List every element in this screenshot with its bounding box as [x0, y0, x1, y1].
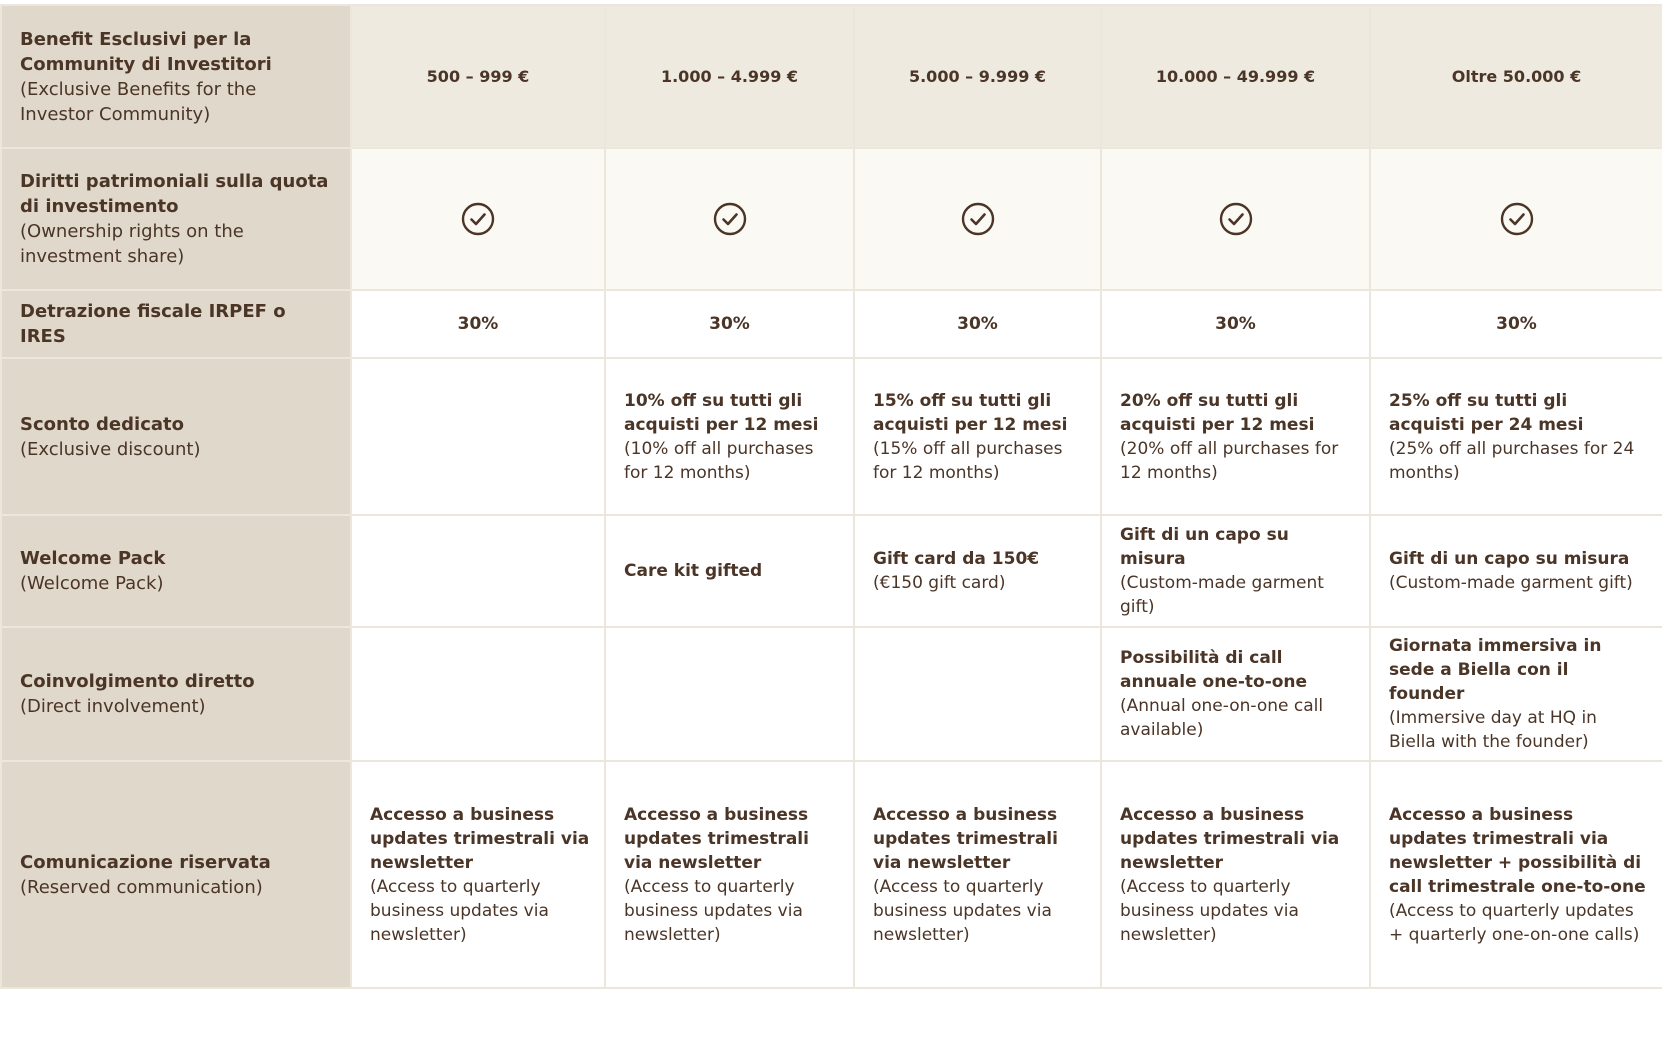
communication-label-en: (Reserved communication) — [20, 876, 263, 898]
header-label-cell — [1, 5, 351, 148]
communication-label-cell — [1, 761, 351, 988]
involvement-cell-5 — [1370, 627, 1662, 761]
involvement-label-it: Coinvolgimento diretto — [20, 671, 255, 692]
welcome-label-cell — [1, 515, 351, 627]
welcome-cell-en: (€150 gift card) — [873, 573, 1006, 593]
check-circle-icon — [461, 202, 495, 236]
header-label-it: Benefit Esclusivi per la Community di Investitori — [20, 28, 272, 75]
welcome-cell-it: Gift card da 150€ — [873, 549, 1040, 569]
communication-cell-en: (Access to quarterly business updates via newsletter) — [370, 876, 549, 945]
involvement-cell-en: (Annual one-on-one call available) — [1120, 696, 1324, 740]
rights-cell-5 — [1370, 148, 1662, 290]
communication-cell-it: Accesso a business updates trimestrali via newsletter — [624, 804, 809, 873]
communication-cell-en: (Access to quarterly business updates via newsletter) — [1120, 876, 1299, 945]
tier-header-1: 500 – 999 € — [351, 5, 605, 148]
involvement-cell-4 — [1101, 627, 1370, 761]
welcome-cell-5 — [1370, 515, 1662, 627]
discount-cell-en: (10% off all purchases for 12 months) — [624, 438, 814, 483]
discount-cell-en: (20% off all purchases for 12 months) — [1120, 438, 1339, 483]
welcome-row — [1, 515, 1662, 627]
communication-row — [1, 761, 1662, 988]
tax-value-3: 30% — [854, 290, 1101, 358]
communication-cell-4 — [1101, 761, 1370, 988]
rights-label-cell — [1, 148, 351, 290]
welcome-cell-it: Gift di un capo su misura — [1389, 549, 1630, 569]
tier-header-2: 1.000 – 4.999 € — [605, 5, 854, 148]
communication-cell-3 — [854, 761, 1101, 988]
header-label-en: (Exclusive Benefits for the Investor Community) — [20, 78, 257, 125]
communication-cell-1 — [351, 761, 605, 988]
discount-label-cell — [1, 358, 351, 515]
discount-cell-it: 10% off su tutti gli acquisti per 12 mesi — [624, 390, 819, 435]
welcome-cell-it: Gift di un capo su misura — [1120, 525, 1289, 569]
involvement-row — [1, 627, 1662, 761]
discount-cell-2 — [605, 358, 854, 515]
communication-cell-it: Accesso a business updates trimestrali via newsletter + possibilità di call trimestrale one-to-one — [1389, 804, 1646, 897]
welcome-label-it: Welcome Pack — [20, 548, 166, 569]
tier-header-4: 10.000 – 49.999 € — [1101, 5, 1370, 148]
involvement-cell-1 — [351, 627, 605, 761]
communication-cell-it: Accesso a business updates trimestrali via newsletter — [1120, 804, 1340, 873]
discount-cell-it: 20% off su tutti gli acquisti per 12 mesi — [1120, 390, 1315, 435]
communication-cell-it: Accesso a business updates trimestrali via newsletter — [873, 804, 1058, 873]
tax-value-1: 30% — [351, 290, 605, 358]
communication-cell-5 — [1370, 761, 1662, 988]
communication-cell-en: (Access to quarterly business updates via newsletter) — [624, 876, 803, 945]
welcome-cell-4 — [1101, 515, 1370, 627]
tax-value-5: 30% — [1370, 290, 1662, 358]
check-circle-icon — [961, 202, 995, 236]
discount-cell-3 — [854, 358, 1101, 515]
involvement-cell-3 — [854, 627, 1101, 761]
check-circle-icon — [1219, 202, 1253, 236]
tier-header-5: Oltre 50.000 € — [1370, 5, 1662, 148]
rights-row — [1, 148, 1662, 290]
discount-cell-5 — [1370, 358, 1662, 515]
involvement-cell-2 — [605, 627, 854, 761]
discount-cell-1 — [351, 358, 605, 515]
welcome-cell-2 — [605, 515, 854, 627]
welcome-cell-it: Care kit gifted — [624, 561, 763, 581]
welcome-cell-3 — [854, 515, 1101, 627]
check-circle-icon — [713, 202, 747, 236]
discount-cell-it: 15% off su tutti gli acquisti per 12 mesi — [873, 390, 1068, 435]
discount-label-it: Sconto dedicato — [20, 413, 184, 435]
communication-cell-en: (Access to quarterly business updates via newsletter) — [873, 876, 1052, 945]
discount-label-en: (Exclusive discount) — [20, 438, 201, 460]
welcome-cell-en: (Custom-made garment gift) — [1389, 573, 1633, 593]
welcome-label-en: (Welcome Pack) — [20, 573, 164, 594]
involvement-cell-it: Possibilità di call annuale one-to-one — [1120, 648, 1308, 692]
involvement-cell-en: (Immersive day at HQ in Biella with the founder) — [1389, 708, 1597, 752]
rights-cell-2 — [605, 148, 854, 290]
communication-cell-it: Accesso a business updates trimestrali via newsletter — [370, 804, 590, 873]
rights-cell-3 — [854, 148, 1101, 290]
tax-label-it: Detrazione fiscale IRPEF o IRES — [20, 301, 286, 347]
involvement-label-en: (Direct involvement) — [20, 696, 206, 717]
welcome-cell-1 — [351, 515, 605, 627]
tax-label-cell — [1, 290, 351, 358]
rights-label-it: Diritti patrimoniali sulla quota di investimento — [20, 171, 329, 217]
investor-benefits-table — [0, 4, 1662, 989]
check-circle-icon — [1500, 202, 1534, 236]
tax-value-4: 30% — [1101, 290, 1370, 358]
header-row — [1, 5, 1662, 148]
tax-row — [1, 290, 1662, 358]
communication-cell-en: (Access to quarterly updates + quarterly one-on-one calls) — [1389, 900, 1640, 945]
discount-cell-4 — [1101, 358, 1370, 515]
involvement-cell-it: Giornata immersiva in sede a Biella con il founder — [1389, 636, 1602, 704]
communication-cell-2 — [605, 761, 854, 988]
discount-cell-en: (25% off all purchases for 24 months) — [1389, 438, 1635, 483]
communication-label-it: Comunicazione riservata — [20, 851, 271, 873]
welcome-cell-en: (Custom-made garment gift) — [1120, 573, 1324, 617]
tier-header-3: 5.000 – 9.999 € — [854, 5, 1101, 148]
rights-cell-4 — [1101, 148, 1370, 290]
discount-row — [1, 358, 1662, 515]
rights-cell-1 — [351, 148, 605, 290]
discount-cell-en: (15% off all purchases for 12 months) — [873, 438, 1063, 483]
tax-value-2: 30% — [605, 290, 854, 358]
involvement-label-cell — [1, 627, 351, 761]
rights-label-en: (Ownership rights on the investment share) — [20, 221, 244, 267]
discount-cell-it: 25% off su tutti gli acquisti per 24 mesi — [1389, 390, 1584, 435]
